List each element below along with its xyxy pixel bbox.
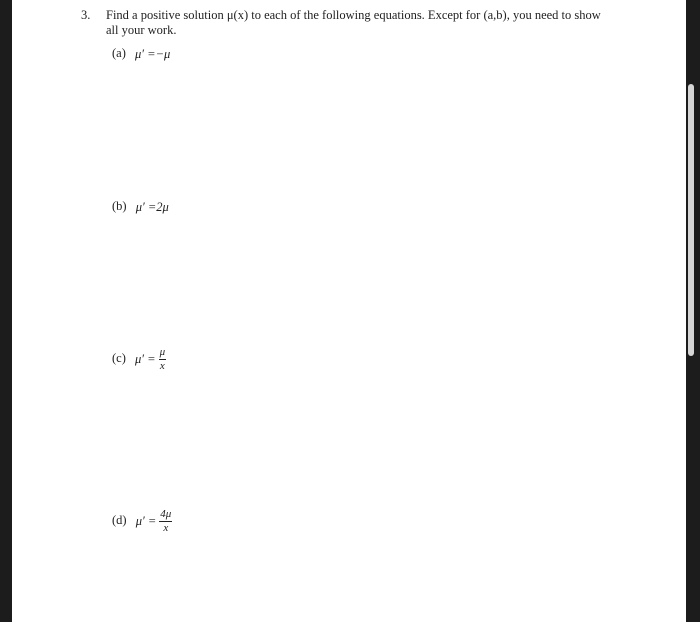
part-d [112,509,172,534]
problem-number: 3. [81,8,91,22]
part-c-fraction [159,347,167,372]
part-a-lhs: μ′ = [135,46,156,61]
part-d-fraction [159,509,172,534]
part-a-rhs: −μ [155,46,171,61]
part-c-numerator: μ [159,346,166,358]
part-b-rhs: 2μ [156,199,169,214]
part-a [112,46,170,62]
part-b-label: (b) [112,199,127,213]
part-d-label: (d) [112,513,127,528]
part-d-denominator: x [163,522,169,534]
part-d-numerator: 4μ [160,508,172,520]
part-d-lhs: μ′ = [135,514,157,528]
part-b-lhs: μ′ = [135,199,157,214]
part-b [112,199,169,215]
part-c-label: (c) [112,351,126,366]
problem-text-line-2: all your work. [106,23,177,37]
part-c-lhs: μ′ = [135,352,156,366]
part-c-denominator: x [159,360,165,372]
part-a-label: (a) [112,46,126,60]
problem-statement [81,8,641,38]
part-c [112,347,166,372]
problem-text-line-1: Find a positive solution μ(x) to each of the following equations. Except for (a,b), you need to show [106,8,601,22]
scrollbar-thumb[interactable] [688,84,694,356]
